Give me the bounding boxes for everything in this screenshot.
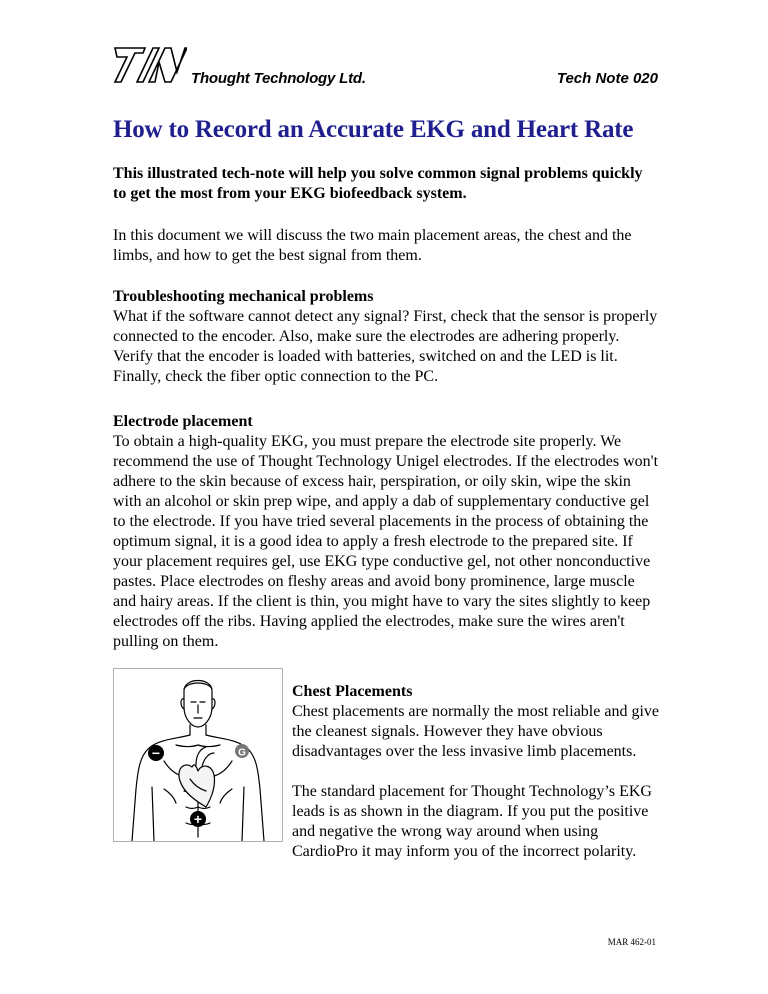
chest-placement-diagram: [113, 668, 283, 842]
positive-electrode: [190, 811, 206, 827]
page-header: [113, 44, 658, 88]
svg-text:−: −: [151, 745, 161, 761]
ground-electrode: [235, 744, 249, 759]
troubleshooting-paragraph: What if the software cannot detect any signal? First, check that the sensor is properly connected to the encoder. Also, make sure the electrodes are adhering properly. Verify that the encoder is loaded with batteries, switched on and the LED is lit. Finally, check the fiber optic connection to the PC.: [113, 308, 658, 385]
chest-placements-heading: Chest Placements: [292, 683, 413, 700]
svg-text:G: G: [238, 747, 246, 759]
page-title: How to Record an Accurate EKG and Heart Rate: [113, 116, 634, 143]
electrode-placement-paragraph: To obtain a high-quality EKG, you must prepare the electrode site properly. We recommend the use of Thought Technology Unigel electrodes. If the electrodes won't adhere to the skin because of excess hair, perspiration, or oily skin, wipe the skin with an alcohol or skin prep wipe, and apply a dab of supplementary conductive gel to the electrode. If you have tried several placements in the process of obtaining the optimum signal, it is a good idea to apply a fresh electrode to the prepared site. If your placement requires gel, use EKG type conductive gel, not other nonconductive pastes. Place electrodes on fleshy areas and avoid bony prominence, large muscle and hairy areas. If the client is thin, you might have to vary the sites slightly to keep electrodes off the ribs. Having applied the electrodes, make sure the wires aren't pulling on them.: [113, 433, 659, 650]
negative-electrode: [148, 745, 164, 761]
electrode-placement-heading: Electrode placement: [113, 413, 253, 430]
overview-paragraph: In this document we will discuss the two main placement areas, the chest and the limbs, and how to get the best signal from them.: [113, 227, 632, 264]
troubleshooting-heading: Troubleshooting mechanical problems: [113, 288, 374, 305]
tech-note-number: Tech Note 020: [556, 70, 658, 87]
svg-text:+: +: [193, 811, 203, 827]
chest-placements-paragraph-2: The standard placement for Thought Technology’s EKG leads is as shown in the diagram. If you put the positive and negative the wrong way around when using CardioPro it may inform you of the incorrect polarity.: [292, 783, 652, 860]
company-logo: [113, 44, 187, 84]
chest-placements-paragraph-1: Chest placements are normally the most reliable and give the cleanest signals. However they have obvious disadvantages over the less invasive limb placements.: [292, 703, 659, 760]
document-number: MAR 462-01: [607, 937, 656, 947]
company-name: Thought Technology Ltd.: [191, 70, 366, 87]
intro-paragraph: This illustrated tech-note will help you solve common signal problems quickly to get the most from your EKG biofeedback system.: [113, 165, 643, 202]
